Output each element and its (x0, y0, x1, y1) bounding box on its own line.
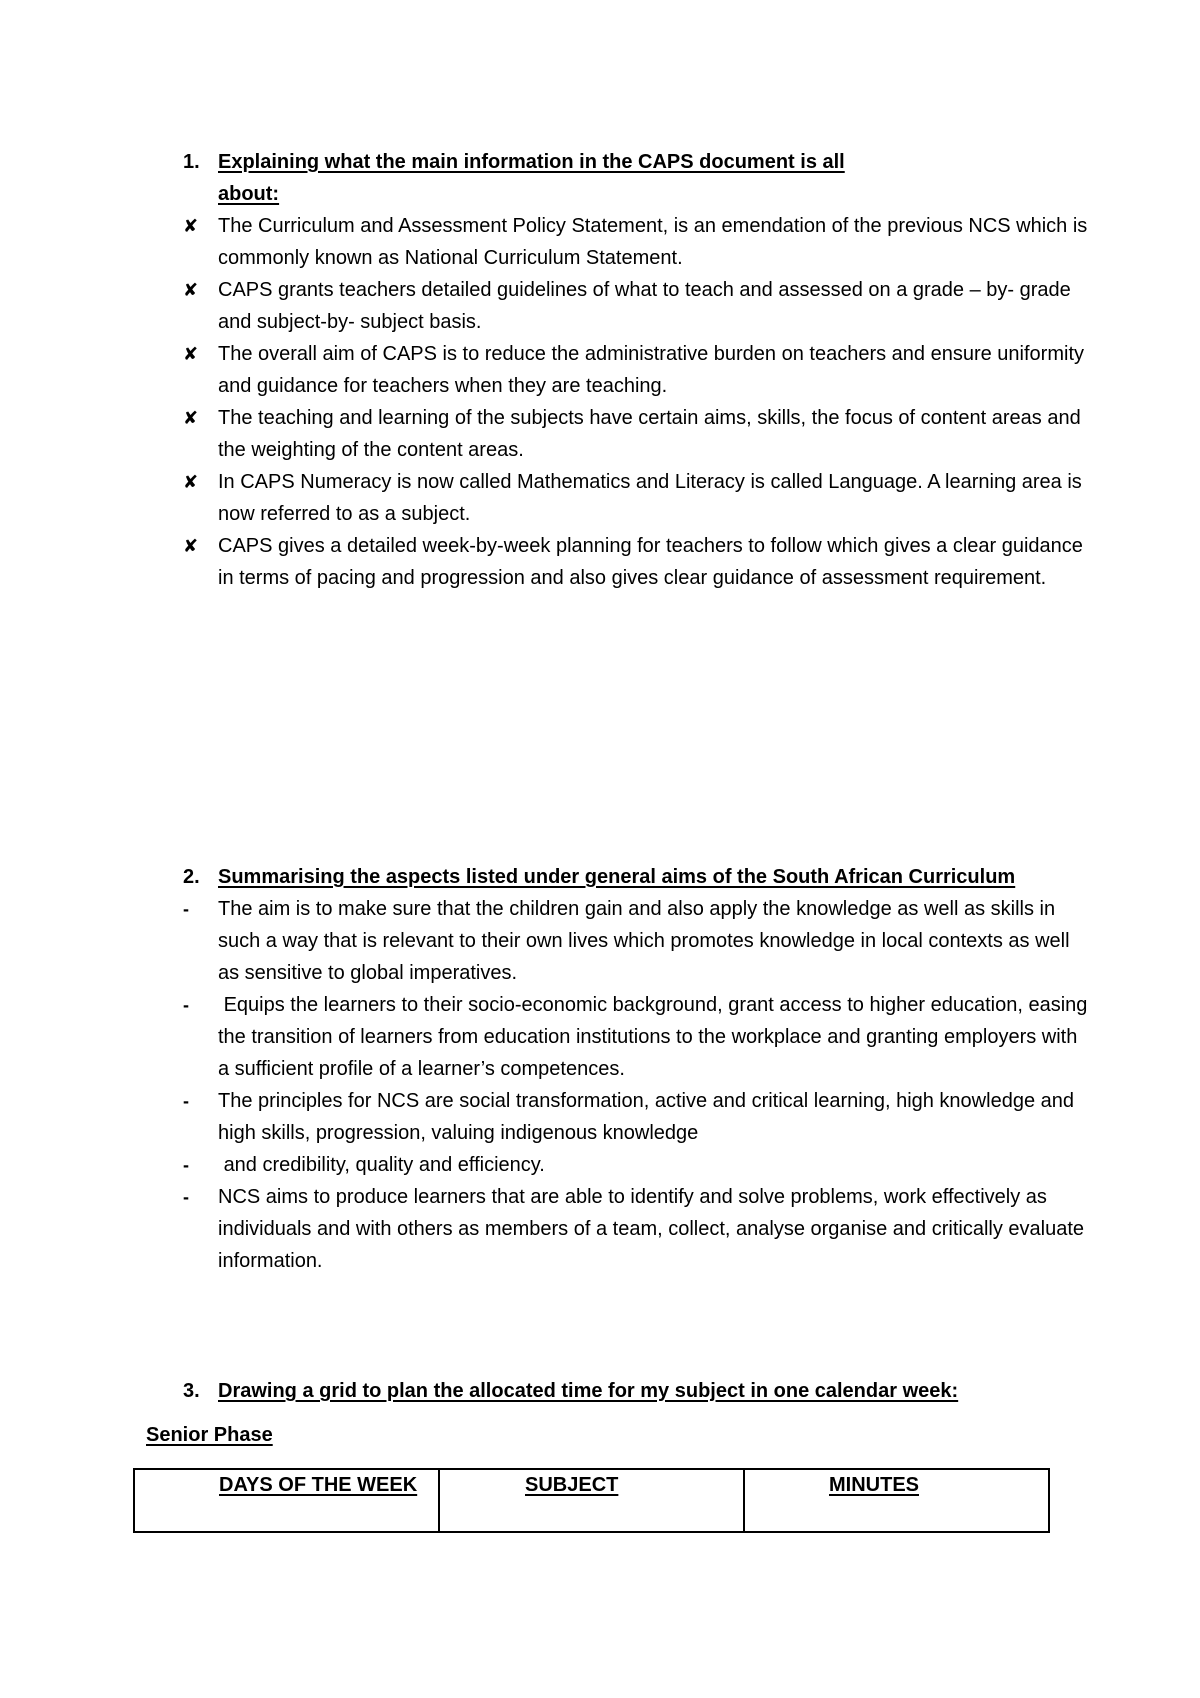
list-item (0, 1085, 1088, 1149)
list-item (0, 338, 1088, 402)
dash-bullet-icon: - (183, 1155, 189, 1175)
phase-label: Senior Phase (146, 1424, 273, 1446)
cross-bullet-icon: ✘ (183, 536, 199, 556)
list-item (0, 402, 1088, 466)
table-header-days: DAYS OF THE WEEK (134, 1469, 439, 1532)
dash-bullet-icon: - (183, 899, 189, 919)
list-item-text: The principles for NCS are social transformation, active and critical learning, high knowledge and high skills, progression, valuing indigenous knowledge (218, 1090, 1074, 1144)
list-item-text: The aim is to make sure that the children gain and also apply the knowledge as well as skills in such a way that is relevant to their own lives which promotes knowledge in local contexts as well as sensitive to global imperatives. (218, 898, 1070, 984)
dash-bullet-icon: - (183, 995, 189, 1015)
cross-bullet-icon: ✘ (183, 280, 199, 300)
list-item-text: NCS aims to produce learners that are able to identify and solve problems, work effectively as individuals and with others as members of a team, collect, analyse organise and critically evaluate information. (218, 1186, 1084, 1272)
section-2-number: 2. (183, 866, 200, 888)
section-3-heading-text: Drawing a grid to plan the allocated time for my subject in one calendar week: (218, 1380, 959, 1402)
list-item-text: The overall aim of CAPS is to reduce the administrative burden on teachers and ensure uniformity and guidance for teachers when they are teaching. (218, 343, 1084, 397)
cross-bullet-icon: ✘ (183, 216, 199, 236)
table-header-row (134, 1469, 1049, 1532)
list-item (0, 530, 1088, 594)
section-3-number: 3. (183, 1380, 200, 1402)
cross-bullet-icon: ✘ (183, 472, 199, 492)
list-item-text: The teaching and learning of the subjects have certain aims, skills, the focus of content areas and the weighting of the content areas. (218, 407, 1081, 461)
section-1-list (0, 210, 1200, 594)
list-item (0, 1149, 1088, 1181)
cross-bullet-icon: ✘ (183, 408, 199, 428)
dash-bullet-icon: - (183, 1187, 189, 1207)
list-item-text: and credibility, quality and efficiency. (218, 1154, 545, 1176)
section-1-heading-line2: about: (218, 183, 280, 205)
list-item-text: Equips the learners to their socio-economic background, grant access to higher education, easing the transition of learners from education institutions to the workplace and granting employers with a sufficient profile of a learner’s competences. (218, 994, 1093, 1080)
table-header-minutes: MINUTES (744, 1469, 1049, 1532)
list-item (0, 274, 1088, 338)
list-item (0, 466, 1088, 530)
list-item (0, 989, 1093, 1085)
list-item-text: The Curriculum and Assessment Policy Statement, is an emendation of the previous NCS which is commonly known as National Curriculum Statement. (218, 215, 1088, 269)
list-item (0, 893, 1088, 989)
list-item-text: CAPS gives a detailed week-by-week planning for teachers to follow which gives a clear guidance in terms of pacing and progression and also gives clear guidance of assessment requirement. (218, 535, 1083, 589)
table-header-subject: SUBJECT (439, 1469, 744, 1532)
section-1-number: 1. (183, 151, 200, 173)
cross-bullet-icon: ✘ (183, 344, 199, 364)
list-item-text: CAPS grants teachers detailed guidelines of what to teach and assessed on a grade – by- grade and subject-by- subject basis. (218, 279, 1071, 333)
time-allocation-table (133, 1468, 1050, 1533)
dash-bullet-icon: - (183, 1091, 189, 1111)
section-1-heading-line1: Explaining what the main information in the CAPS document is all (218, 151, 845, 173)
section-2-list (0, 893, 1200, 1277)
list-item (0, 1181, 1088, 1277)
list-item-text: In CAPS Numeracy is now called Mathematics and Literacy is called Language. A learning area is now referred to as a subject. (218, 471, 1082, 525)
section-2-heading-text: Summarising the aspects listed under general aims of the South African Curriculum (218, 866, 1016, 888)
list-item (0, 210, 1088, 274)
